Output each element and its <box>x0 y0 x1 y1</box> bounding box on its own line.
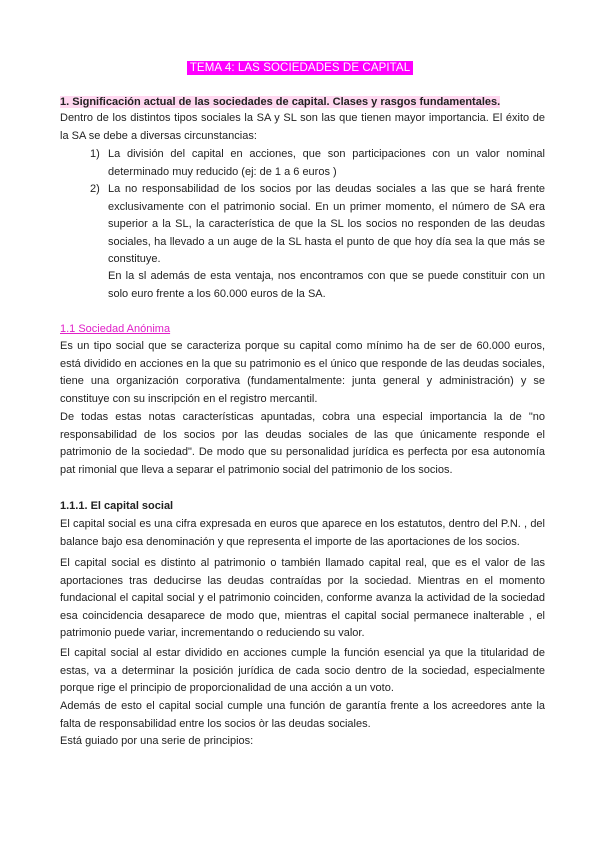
section-1-intro: Dentro de los distintos tipos sociales la SA y SL son las que tienen mayor importancia. El éxito de la SA se debe a diversas circunstancias: <box>60 112 545 142</box>
list-item-text: La no responsabilidad de los socios por las deudas sociales a las que se hará frente exclusivamente con el patrimonio social. En un primer momento, el número de SA era superior a la SL, la característica de que la SL los socios no responden de las deudas sociales, ha llevado a un auge de la SL hasta el punto de que hoy día sea la que más se constituye. <box>108 183 545 265</box>
section-1-heading <box>60 94 545 112</box>
section-1-1-paragraph-1: Es un tipo social que se caracteriza porque su capital como mínimo ha de ser de 60.000 euros, está dividido en acciones en la que su patrimonio es el único que responde de las deudas sociales, tiene una organización corporativa (fundamentalmente: junta general y administración) y se constituye con su inscripción en el registro mercantil. <box>60 340 545 405</box>
section-1-heading-text: 1. Significación actual de las sociedades de capital. Clases y rasgos fundamentales. <box>60 96 501 108</box>
list-item <box>90 181 545 269</box>
list-item-number: 1) <box>90 148 100 160</box>
list-item-extra-text: En la sl además de esta ventaja, nos encontramos con que se puede constituir con un solo euro frente a los 60.000 euros de la SA. <box>108 270 545 300</box>
section-1-1-1-paragraph-2: El capital social es distinto al patrimonio o también llamado capital real, que es el valor de las aportaciones tras deducirse las deudas contraídas por la sociedad. Mientras en el momento fundacional el capital social y el patrimonio coinciden, conforme avanza la actividad de la sociedad esa coincidencia desaparece de modo que, mientras el capital social permanece inalterable , el patrimonio puede variar, incrementando o reduciendo su valor. <box>60 557 545 639</box>
list-item-continuation <box>90 268 545 303</box>
list-item-number: 2) <box>90 183 100 195</box>
document-title-text: TEMA 4: LAS SOCIEDADES DE CAPITAL <box>187 61 413 75</box>
section-1-1-1-heading <box>60 498 545 516</box>
section-1-1-heading-text: 1.1 Sociedad Anónima <box>60 323 171 335</box>
list-item <box>90 146 545 181</box>
section-1-1-1-paragraph-4: Además de esto el capital social cumple una función de garantía frente a los acreedores ante la falta de responsabilidad entre los socios òr las deudas sociales. <box>60 700 545 730</box>
section-1-1-1-heading-text: 1.1.1. El capital social <box>60 500 174 512</box>
document-title <box>0 58 600 76</box>
section-1-1-1-paragraph-1: El capital social es una cifra expresada en euros que aparece en los estatutos, dentro del P.N. , del balance bajo esa denominación y que representa el importe de las aportaciones de los socios. <box>60 518 545 548</box>
section-1-1-paragraph-2: De todas estas notas características apuntadas, cobra una especial importancia la de "no responsabilidad de los socios por las deudas sociales de las que únicamente responde el patrimonio de la sociedad". De modo que su personalidad jurídica es perfecta por esa autonomía pat rimonial que lleva a separar el patrimonio social del patrimonio de los socios. <box>60 411 545 476</box>
section-1-1-1-paragraph-3: El capital social al estar dividido en acciones cumple la función esencial ya que la titularidad de estas, va a determinar la posición jurídica de cada socio dentro de la sociedad, especialmente porque rige el principio de proporcionalidad de una acción a un voto. <box>60 647 545 694</box>
section-1-1-heading <box>60 321 545 339</box>
section-1-1-1-paragraph-5: Está guiado por una serie de principios: <box>60 735 254 747</box>
list-item-text: La división del capital en acciones, que son participaciones con un valor nominal determinado muy reducido (ej: de 1 a 6 euros ) <box>108 148 545 178</box>
